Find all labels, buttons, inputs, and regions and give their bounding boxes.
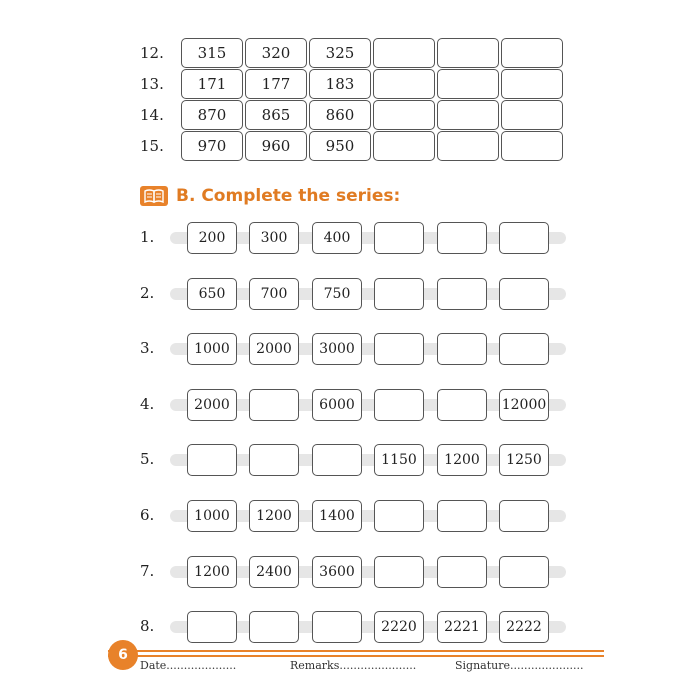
answer-box: 2000: [187, 389, 237, 421]
answer-box[interactable]: [374, 389, 424, 421]
answer-box[interactable]: [312, 611, 362, 643]
series-row-8: [0, 611, 700, 643]
answer-box[interactable]: [499, 222, 549, 254]
answer-box: 1000: [187, 500, 237, 532]
answer-box: 315: [181, 38, 243, 68]
answer-box[interactable]: [312, 444, 362, 476]
series-row-1: [0, 222, 700, 254]
answer-box: 865: [245, 100, 307, 130]
remarks-label: Remarks......................: [290, 659, 417, 672]
answer-box: 700: [249, 278, 299, 310]
answer-box: 320: [245, 38, 307, 68]
answer-box: 950: [309, 131, 371, 161]
answer-box[interactable]: [249, 611, 299, 643]
series-row-5: [0, 444, 700, 476]
series-row-3: [0, 333, 700, 365]
answer-box[interactable]: [499, 278, 549, 310]
answer-box: 2000: [249, 333, 299, 365]
answer-box[interactable]: [499, 333, 549, 365]
answer-box: 1200: [187, 556, 237, 588]
answer-box[interactable]: [501, 69, 563, 99]
answer-box: 650: [187, 278, 237, 310]
answer-box: 2221: [437, 611, 487, 643]
answer-box: 750: [312, 278, 362, 310]
answer-box: 1250: [499, 444, 549, 476]
answer-box: 325: [309, 38, 371, 68]
question-number: 5.: [140, 450, 155, 468]
answer-box[interactable]: [437, 69, 499, 99]
section-title: B. Complete the series:: [176, 186, 401, 206]
question-number: 13.: [140, 75, 164, 93]
answer-box: 300: [249, 222, 299, 254]
answer-box[interactable]: [437, 131, 499, 161]
question-number: 1.: [140, 228, 155, 246]
answer-box[interactable]: [373, 131, 435, 161]
answer-box[interactable]: [501, 38, 563, 68]
series-row-7: [0, 556, 700, 588]
answer-box: 3000: [312, 333, 362, 365]
answer-box[interactable]: [373, 38, 435, 68]
question-number: 3.: [140, 339, 155, 357]
answer-box: 6000: [312, 389, 362, 421]
answer-box[interactable]: [437, 222, 487, 254]
question-number: 15.: [140, 137, 164, 155]
answer-box: 2222: [499, 611, 549, 643]
answer-box[interactable]: [374, 222, 424, 254]
answer-box[interactable]: [249, 444, 299, 476]
series-row-4: [0, 389, 700, 421]
question-number: 4.: [140, 395, 155, 413]
answer-box[interactable]: [249, 389, 299, 421]
question-number: 2.: [140, 284, 155, 302]
question-number: 12.: [140, 44, 164, 62]
answer-box[interactable]: [501, 131, 563, 161]
series-row-2: [0, 278, 700, 310]
answer-box: 860: [309, 100, 371, 130]
question-number: 7.: [140, 562, 155, 580]
answer-box[interactable]: [499, 556, 549, 588]
answer-box: 400: [312, 222, 362, 254]
answer-box[interactable]: [373, 100, 435, 130]
answer-box[interactable]: [187, 444, 237, 476]
answer-box[interactable]: [437, 389, 487, 421]
answer-box[interactable]: [437, 100, 499, 130]
question-number: 14.: [140, 106, 164, 124]
footer-divider: [108, 655, 604, 657]
answer-box[interactable]: [437, 38, 499, 68]
answer-box[interactable]: [437, 333, 487, 365]
answer-box: 1200: [249, 500, 299, 532]
answer-box: 1200: [437, 444, 487, 476]
answer-box[interactable]: [373, 69, 435, 99]
answer-box[interactable]: [437, 556, 487, 588]
date-label: Date....................: [140, 659, 237, 672]
answer-box: 12000: [499, 389, 549, 421]
answer-box: 171: [181, 69, 243, 99]
question-number: 8.: [140, 617, 155, 635]
answer-box[interactable]: [374, 333, 424, 365]
signature-label: Signature.....................: [455, 659, 584, 672]
answer-box[interactable]: [499, 500, 549, 532]
answer-box[interactable]: [374, 278, 424, 310]
answer-box: 200: [187, 222, 237, 254]
page-number-badge: 6: [108, 640, 138, 670]
answer-box[interactable]: [374, 556, 424, 588]
answer-box: 1400: [312, 500, 362, 532]
answer-box[interactable]: [437, 278, 487, 310]
answer-box: 2220: [374, 611, 424, 643]
answer-box: 177: [245, 69, 307, 99]
answer-box[interactable]: [501, 100, 563, 130]
question-number: 6.: [140, 506, 155, 524]
answer-box: 960: [245, 131, 307, 161]
series-row-6: [0, 500, 700, 532]
answer-box: 1000: [187, 333, 237, 365]
answer-box: 970: [181, 131, 243, 161]
answer-box: 3600: [312, 556, 362, 588]
answer-box[interactable]: [187, 611, 237, 643]
answer-box: 2400: [249, 556, 299, 588]
footer-divider: [108, 650, 604, 652]
answer-box[interactable]: [374, 500, 424, 532]
answer-box[interactable]: [437, 500, 487, 532]
answer-box: 183: [309, 69, 371, 99]
answer-box: 870: [181, 100, 243, 130]
answer-box: 1150: [374, 444, 424, 476]
open-book-icon: [140, 186, 168, 206]
